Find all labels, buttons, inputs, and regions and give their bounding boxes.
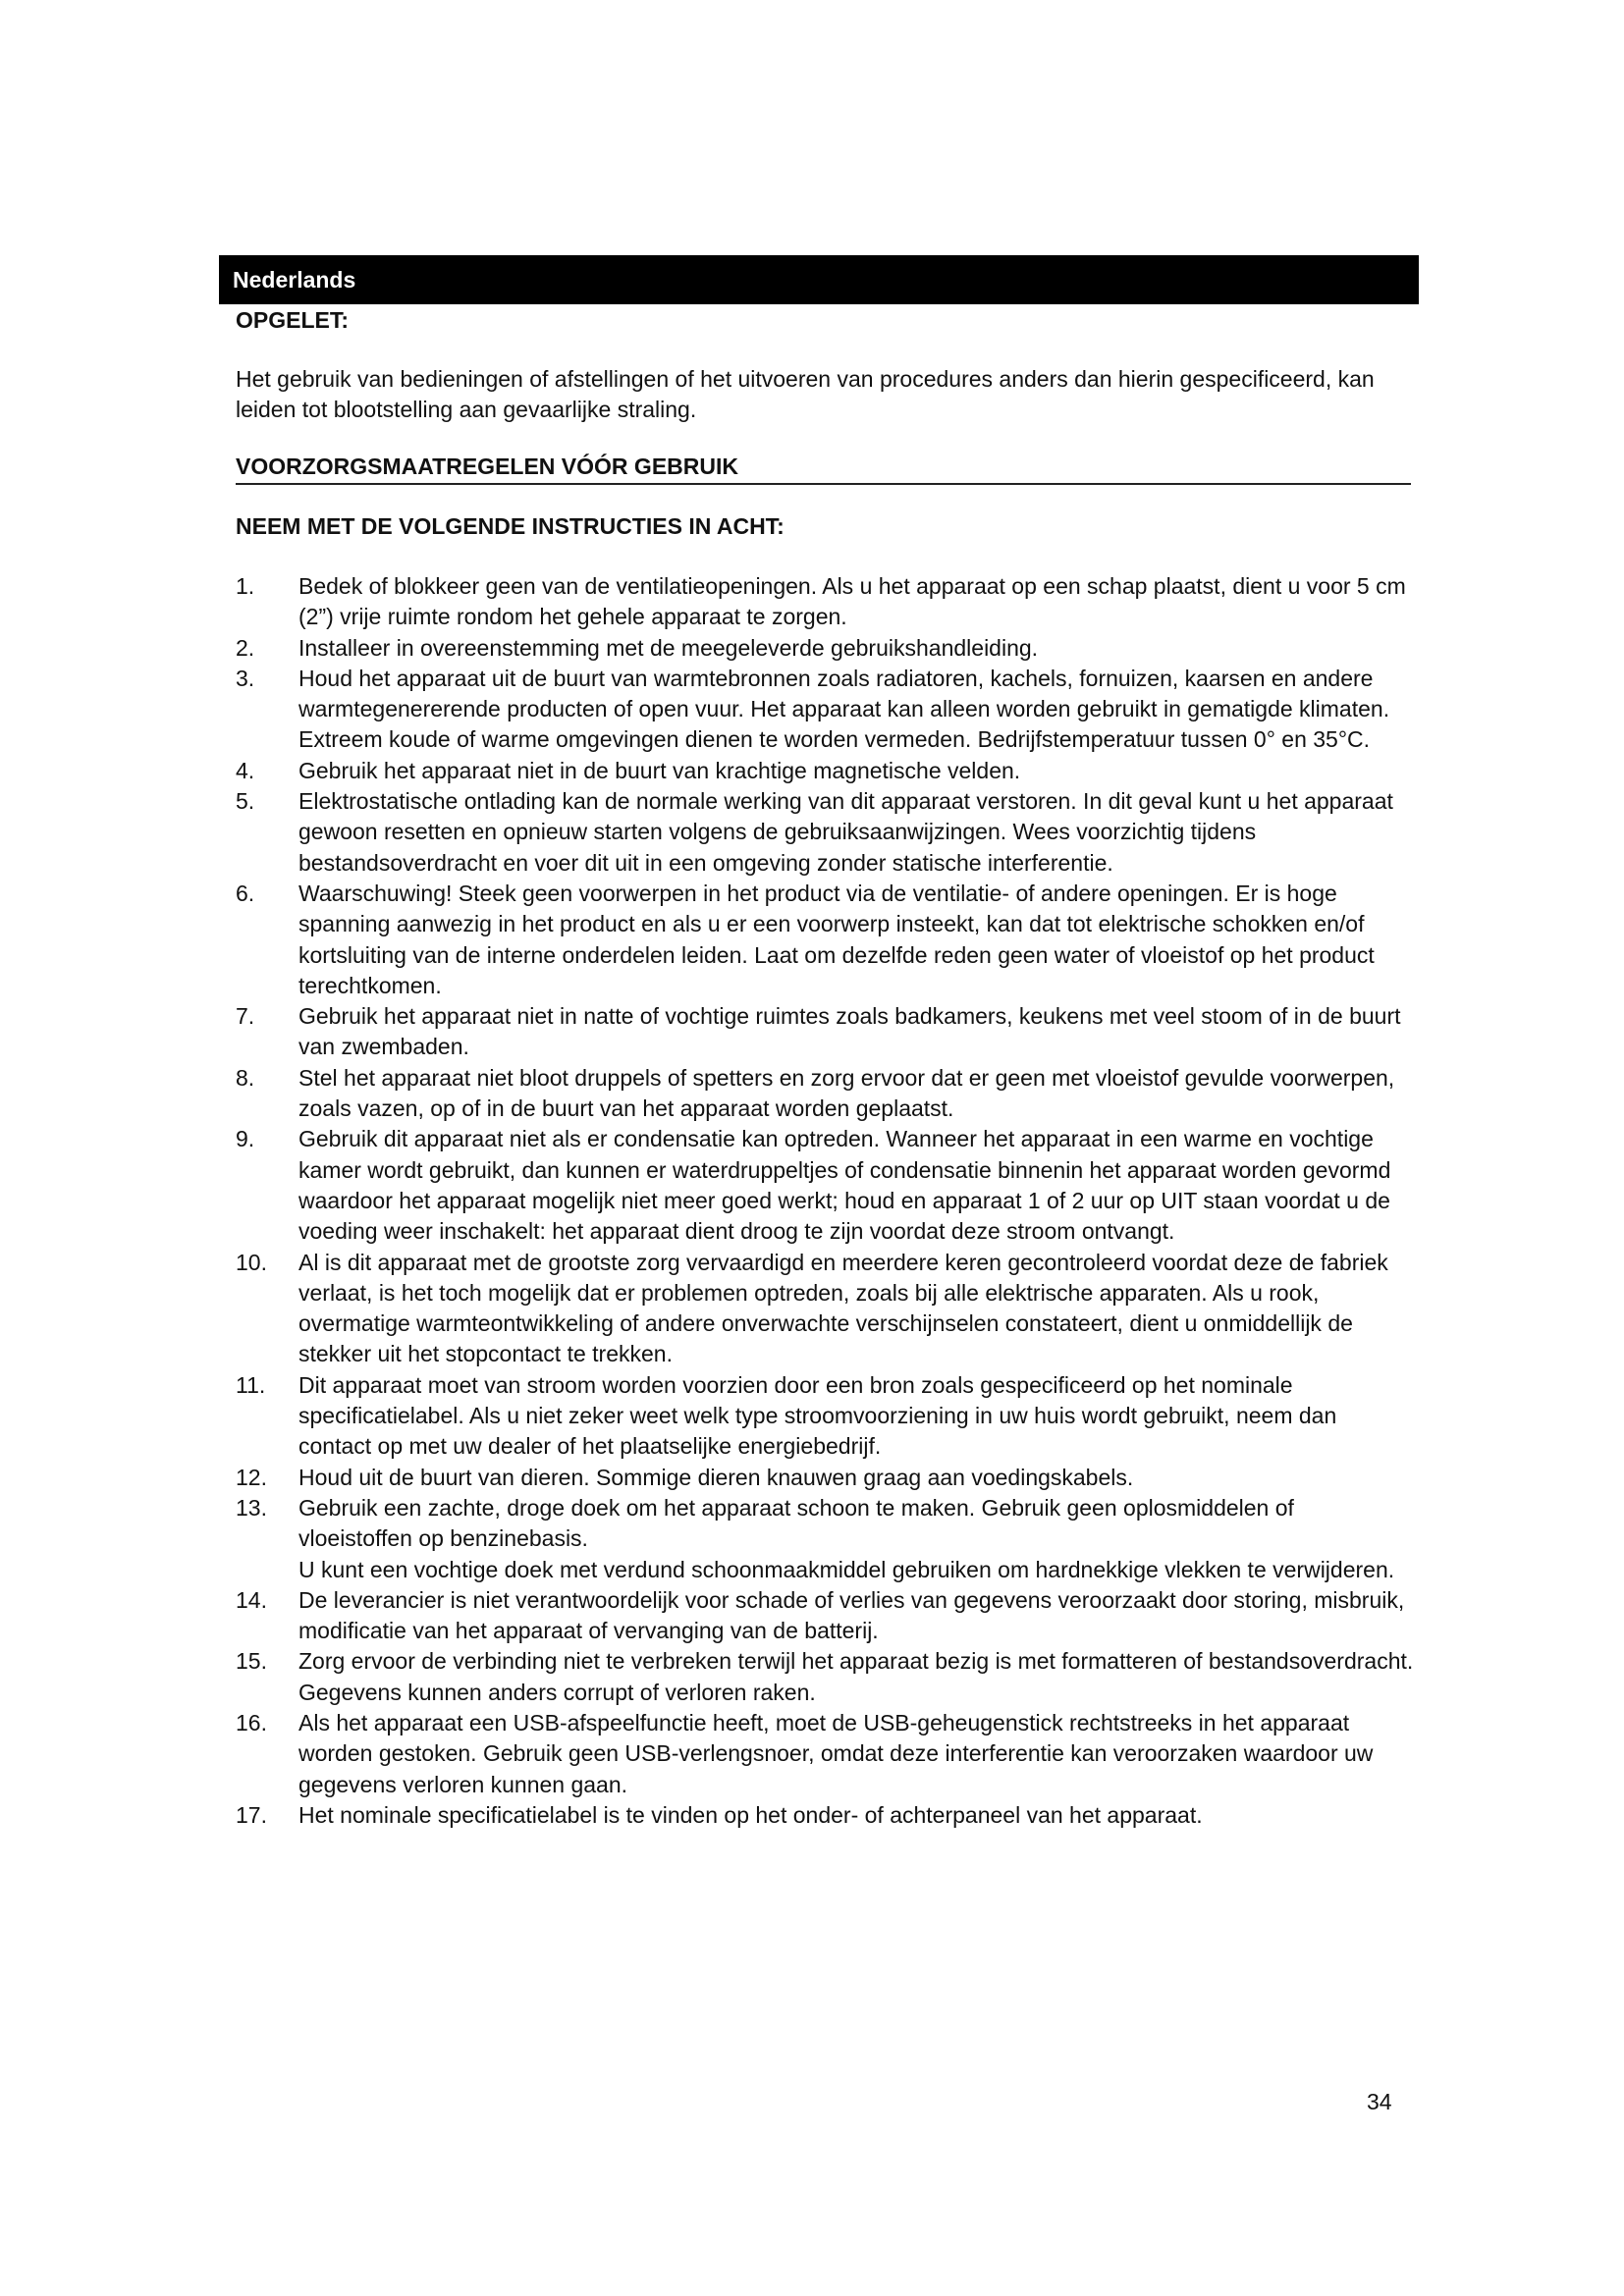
caution-text: Het gebruik van bedieningen of afstellingen of het uitvoeren van procedures anders dan hierin gespecificeerd, kan leiden tot blootstelling aan gevaarlijke straling. [236, 366, 1375, 422]
list-item [236, 1463, 1414, 1493]
page-number: 34 [1367, 2089, 1392, 2114]
list-item [236, 1370, 1414, 1463]
instruction-list [236, 571, 1414, 1831]
list-item-text: Installeer in overeenstemming met de meegeleverde gebruikshandleiding. [298, 634, 1039, 661]
list-item [236, 571, 1414, 633]
list-item-number: 10. [236, 1249, 267, 1275]
list-item-text: Gebruik het apparaat niet in natte of vochtige ruimtes zoals badkamers, keukens met veel stoom of in de buurt van zwembaden. [298, 1003, 1401, 1060]
list-item-number: 11. [236, 1371, 266, 1398]
list-item [236, 879, 1414, 1001]
list-item-text: Waarschuwing! Steek geen voorwerpen in het product via de ventilatie- of andere openingen. Er is hoge spanning aanwezig in het product en als u er een voorwerp insteekt, kan dat tot elektrische schokken en/of kortsluiting van de interne onderdelen leiden. Laat om dezelfde reden geen water of vloeistof op het product terechtkomen. [298, 880, 1375, 998]
list-item-number: 15. [236, 1648, 267, 1675]
list-item-number: 9. [236, 1126, 255, 1152]
list-item-number: 8. [236, 1064, 255, 1091]
list-item-text: Het nominale specificatielabel is te vinden op het onder- of achterpaneel van het apparaat. [298, 1801, 1203, 1828]
list-item-text: Houd uit de buurt van dieren. Sommige dieren knauwen graag aan voedingskabels. [298, 1464, 1134, 1490]
list-item-text: Dit apparaat moet van stroom worden voorzien door een bron zoals gespecificeerd op het nominale specificatielabel. Als u niet zeker weet welk type stroomvoorziening in uw huis wordt gebruikt, neem dan contact op met uw dealer of het plaatselijke energiebedrijf. [298, 1371, 1337, 1460]
list-item-text: Gebruik het apparaat niet in de buurt van krachtige magnetische velden. [298, 757, 1021, 783]
list-item [236, 1800, 1414, 1831]
list-item [236, 756, 1414, 786]
list-item-number: 17. [236, 1801, 267, 1828]
list-item-extra-text: U kunt een vochtige doek met verdund schoonmaakmiddel gebruiken om hardnekkige vlekken te verwijderen. [298, 1556, 1395, 1582]
list-item-number: 1. [236, 573, 255, 599]
list-item-text: Bedek of blokkeer geen van de ventilatieopeningen. Als u het apparaat op een schap plaatst, dient u voor 5 cm (2”) vrije ruimte rondom het gehele apparaat te zorgen. [298, 573, 1406, 630]
list-item-number: 7. [236, 1003, 255, 1030]
list-item-number: 5. [236, 788, 255, 815]
list-item-text: Stel het apparaat niet bloot druppels of spetters en zorg ervoor dat er geen met vloeistof gevulde voorwerpen, zoals vazen, op of in de buurt van het apparaat worden geplaatst. [298, 1064, 1395, 1122]
precautions-title: VOORZORGSMAATREGELEN VÓÓR GEBRUIK [236, 450, 1411, 485]
list-item-number: 12. [236, 1464, 267, 1490]
list-item-text: Gebruik dit apparaat niet als er condensatie kan optreden. Wanneer het apparaat in een warme en vochtige kamer wordt gebruikt, dan kunnen er waterdruppeltjes of condensatie binnenin het apparaat worden gevormd waardoor het apparaat mogelijk niet meer goed werkt; houd en apparaat 1 of 2 uur op UIT staan voordat u de voeding weer inschakelt: het apparaat dient droog te zijn voordat deze stroom ontvangt. [298, 1126, 1391, 1245]
list-item [236, 1124, 1414, 1247]
list-item [236, 1585, 1414, 1647]
list-item-text: De leverancier is niet verantwoordelijk voor schade of verlies van gegevens veroorzaakt door storing, misbruik, modificatie van het apparaat of vervanging van de batterij. [298, 1586, 1405, 1644]
caution-title: OPGELET: [236, 307, 350, 333]
list-item-number: 6. [236, 880, 255, 906]
list-item-text: Zorg ervoor de verbinding niet te verbreken terwijl het apparaat bezig is met formatteren of bestandsoverdracht. Gegevens kunnen anders corrupt of verloren raken. [298, 1648, 1414, 1705]
list-item [236, 1493, 1414, 1585]
list-item-number: 13. [236, 1494, 267, 1521]
list-item-number: 16. [236, 1709, 267, 1735]
list-item-number: 14. [236, 1586, 267, 1613]
list-item [236, 1001, 1414, 1063]
list-item [236, 1063, 1414, 1125]
list-item [236, 1708, 1414, 1800]
list-item-number: 2. [236, 634, 255, 661]
list-item [236, 786, 1414, 879]
list-item-text: Gebruik een zachte, droge doek om het apparaat schoon te maken. Gebruik geen oplosmiddelen of vloeistoffen op benzinebasis. [298, 1494, 1294, 1552]
instructions-subtitle: NEEM MET DE VOLGENDE INSTRUCTIES IN ACHT: [236, 513, 785, 539]
language-header: Nederlands [219, 255, 1419, 304]
list-item [236, 1646, 1414, 1708]
list-item-text: Al is dit apparaat met de grootste zorg vervaardigd en meerdere keren gecontroleerd voordat deze de fabriek verlaat, is het toch mogelijk dat er problemen optreden, zoals bij alle elektrische apparaten. Als u rook, overmatige warmteontwikkeling of andere onverwachte verschijnselen constateert, dient u onmiddellijk de stekker uit het stopcontact te trekken. [298, 1249, 1388, 1367]
list-item-number: 3. [236, 665, 255, 691]
list-item [236, 1248, 1414, 1370]
list-item-text: Elektrostatische ontlading kan de normale werking van dit apparaat verstoren. In dit geval kunt u het apparaat gewoon resetten en opnieuw starten volgens de gebruiksaanwijzingen. Wees voorzichtig tijdens bestandsoverdracht en voer dit uit in een omgeving zonder statische interferentie. [298, 788, 1393, 876]
list-item-text: Als het apparaat een USB-afspeelfunctie heeft, moet de USB-geheugenstick rechtstreeks in het apparaat worden gestoken. Gebruik geen USB-verlengsnoer, omdat deze interferentie kan veroorzaken waardoor uw gegevens verloren kunnen gaan. [298, 1709, 1374, 1797]
list-item [236, 664, 1414, 756]
list-item-text: Houd het apparaat uit de buurt van warmtebronnen zoals radiatoren, kachels, fornuizen, kaarsen en andere warmtegenererende producten of open vuur. Het apparaat kan alleen worden gebruikt in gematigde klimaten. Extreem koude of warme omgevingen dienen te worden vermeden. Bedrijfstemperatuur tussen 0° en 35°C. [298, 665, 1390, 753]
list-item-number: 4. [236, 757, 255, 783]
list-item [236, 633, 1414, 664]
